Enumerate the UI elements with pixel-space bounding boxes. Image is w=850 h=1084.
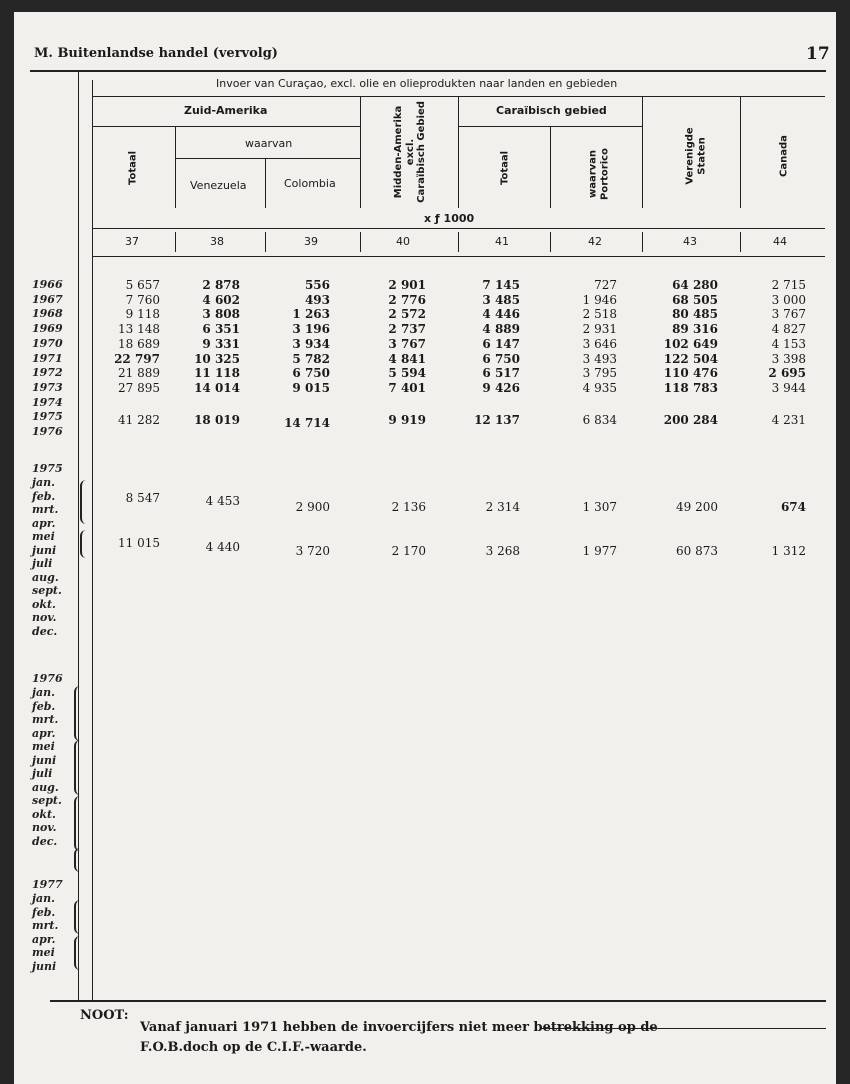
table-cell: 4 889 [482, 322, 520, 337]
bottom-rule [50, 1000, 826, 1002]
table-cell: 5 594 [388, 366, 426, 381]
table-cell: 9 919 [388, 413, 426, 427]
table-cell: 2 715 [771, 278, 806, 292]
table-cell: 18 689 [118, 336, 160, 351]
table-cell: 4 827 [771, 322, 806, 337]
row-label: 1970 [32, 336, 63, 350]
table-cell: 6 750 [482, 351, 520, 366]
table-cell: 556 [304, 278, 330, 292]
table-cell: 4 453 [205, 494, 240, 508]
col-colombia: Colombia [284, 177, 336, 190]
table-cell: 102 649 [663, 336, 718, 351]
table-cell: 2 518 [582, 307, 617, 322]
note-label: NOOT: [80, 1008, 129, 1023]
col-canada: Canada [778, 135, 790, 177]
table-cell: 9 426 [482, 380, 520, 395]
group-caraibisch: Caraïbisch gebied [496, 104, 607, 117]
table-cell: 4 935 [582, 380, 617, 395]
table-cell: 64 280 [672, 278, 718, 292]
row-label-border [92, 80, 93, 1000]
table-cell: 200 284 [663, 413, 718, 427]
table-cell: 1 977 [582, 544, 617, 558]
brace-mark [74, 936, 80, 970]
table-cell: 6 351 [202, 322, 240, 337]
column-number: 43 [683, 235, 697, 248]
table-cell: 3 485 [482, 292, 520, 307]
table-cell: 1 307 [582, 500, 617, 514]
table-cell: 1 312 [771, 544, 806, 558]
section-title: M. Buitenlandse handel (vervolg) [34, 46, 278, 61]
row-label: 1968 [32, 307, 63, 321]
row-label: mei [32, 946, 55, 959]
table-cell: 5 782 [292, 351, 330, 366]
row-label: juni [32, 543, 57, 557]
col-totaal-caraibisch: Totaal [499, 150, 511, 186]
table-cell: 10 325 [194, 351, 240, 366]
col-portorico: waarvan Portorico [587, 148, 610, 200]
row-label: jan. [32, 686, 55, 699]
column-number: 40 [396, 235, 410, 248]
brace-mark [74, 900, 80, 934]
row-label: 1967 [32, 292, 63, 306]
row-label: juli [32, 557, 53, 570]
column-number: 37 [125, 235, 139, 248]
table-cell: 4 440 [205, 540, 240, 554]
row-label: okt. [32, 807, 56, 821]
table-cell: 493 [304, 292, 330, 307]
table-cell: 68 505 [672, 292, 718, 307]
row-label: nov. [32, 611, 57, 624]
brace-mark [74, 686, 80, 741]
table-cell: 2 170 [391, 544, 426, 558]
table-cell: 2 901 [388, 278, 426, 292]
table-cell: 3 646 [582, 336, 617, 351]
row-label: apr. [32, 516, 56, 530]
table-cell: 9 015 [292, 380, 330, 395]
table-title: Invoer van Curaçao, excl. olie en olieprodukten naar landen en gebieden [216, 77, 618, 90]
row-label: feb. [32, 699, 56, 713]
table-cell: 14 014 [194, 380, 240, 395]
table-cell: 18 019 [194, 413, 240, 427]
table-cell: 22 797 [114, 351, 160, 366]
brace-mark [74, 848, 80, 872]
table-cell: 118 783 [663, 380, 718, 395]
table-cell: 2 695 [768, 366, 806, 381]
table-cell: 7 760 [125, 292, 160, 307]
col-totaal: Totaal [127, 150, 139, 186]
row-label: jan. [32, 892, 55, 905]
table-cell: 60 873 [676, 544, 718, 558]
table-cell: 3 808 [202, 307, 240, 322]
table-cell: 4 841 [388, 351, 426, 366]
table-cell: 4 602 [202, 292, 240, 307]
table-cell: 3 493 [582, 351, 617, 366]
unit-label: x ƒ 1000 [424, 212, 475, 225]
table-cell: 2 931 [582, 322, 617, 337]
waarvan-label: waarvan [245, 137, 293, 150]
row-label: mrt. [32, 503, 59, 516]
row-label: mei [32, 740, 55, 753]
row-label: feb. [32, 905, 56, 919]
group-zuid-amerika: Zuid-Amerika [184, 104, 268, 117]
table-cell: 12 137 [474, 413, 520, 427]
table-cell: 11 118 [194, 366, 240, 381]
table-cell: 3 795 [582, 366, 617, 381]
row-label: mei [32, 530, 55, 543]
brace-mark [74, 796, 80, 851]
row-label: dec. [32, 834, 58, 848]
table-cell: 80 485 [672, 307, 718, 322]
table-cell: 41 282 [118, 413, 160, 427]
table-cell: 727 [594, 278, 617, 292]
top-rule [30, 70, 826, 72]
row-label: 1975 [32, 462, 63, 475]
row-label: sept. [32, 794, 62, 807]
row-label: dec. [32, 624, 58, 638]
row-label: apr. [32, 726, 56, 740]
table-cell: 2 737 [388, 322, 426, 337]
column-number: 41 [495, 235, 509, 248]
table-cell: 21 889 [118, 366, 160, 381]
table-cell: 3 767 [388, 336, 426, 351]
row-label: juli [32, 767, 53, 780]
col-venezuela: Venezuela [190, 179, 247, 192]
row-label: aug. [32, 780, 59, 794]
row-label: 1972 [32, 366, 63, 380]
table-cell: 2 776 [388, 292, 426, 307]
table-cell: 6 834 [582, 413, 617, 427]
page-number: 17 [806, 44, 830, 64]
row-label: aug. [32, 570, 59, 584]
table-cell: 5 657 [125, 278, 160, 292]
table-cell: 2 136 [391, 500, 426, 514]
note-line-1: Vanaf januari 1971 hebben de invoercijfers niet meer betrekking op de [140, 1020, 658, 1035]
column-number: 39 [304, 235, 318, 248]
row-label: 1975 [32, 410, 63, 424]
table-cell: 2 900 [295, 500, 330, 514]
brace-mark [80, 480, 86, 524]
table-cell: 122 504 [663, 351, 718, 366]
table-cell: 13 148 [118, 322, 160, 337]
table-cell: 2 572 [388, 307, 426, 322]
row-label: feb. [32, 489, 56, 503]
row-label: 1969 [32, 322, 63, 336]
table-cell: 3 934 [292, 336, 330, 351]
col-midden-amerika: Midden-Amerika excl. Caraïbisch Gebied [392, 101, 427, 203]
table-cell: 6 517 [482, 366, 520, 381]
col-verenigde-staten: Verenigde Staten [684, 127, 707, 185]
table-cell: 3 268 [485, 544, 520, 558]
table-cell: 9 118 [125, 307, 160, 322]
table-cell: 11 015 [118, 536, 160, 550]
brace-mark [74, 740, 80, 795]
table-cell: 7 401 [388, 380, 426, 395]
table-cell: 4 446 [482, 307, 520, 322]
table-cell: 2 878 [202, 278, 240, 292]
row-label: nov. [32, 821, 57, 834]
table-cell: 7 145 [482, 278, 520, 292]
table-cell: 14 714 [284, 416, 330, 430]
table-cell: 27 895 [118, 380, 160, 395]
table-cell: 3 767 [771, 307, 806, 322]
table-cell: 3 944 [771, 380, 806, 395]
table-cell: 3 000 [771, 292, 806, 307]
table-cell: 9 331 [202, 336, 240, 351]
column-number: 44 [773, 235, 787, 248]
row-label: sept. [32, 584, 62, 597]
row-label: okt. [32, 597, 56, 611]
table-cell: 3 398 [771, 351, 806, 366]
table-cell: 4 231 [771, 413, 806, 427]
table-cell: 1 263 [292, 307, 330, 322]
table-cell: 2 314 [485, 500, 520, 514]
table-cell: 110 476 [663, 366, 718, 381]
row-label: jan. [32, 476, 55, 489]
row-label: apr. [32, 932, 56, 946]
table-cell: 8 547 [125, 491, 160, 505]
column-number: 38 [210, 235, 224, 248]
row-label: 1974 [32, 395, 63, 409]
row-label: 1971 [32, 351, 63, 365]
row-label: 1976 [32, 425, 63, 438]
row-label: 1976 [32, 672, 63, 685]
row-label: juni [32, 753, 57, 767]
table-cell: 3 196 [292, 322, 330, 337]
row-label: 1977 [32, 878, 63, 891]
table-cell: 4 153 [771, 336, 806, 351]
table-cell: 49 200 [676, 500, 718, 514]
row-label: 1973 [32, 380, 63, 394]
note-line-2: F.O.B.doch op de C.I.F.-waarde. [140, 1040, 367, 1055]
row-label: 1966 [32, 278, 63, 291]
table-cell: 3 720 [295, 544, 330, 558]
table-cell: 89 316 [672, 322, 718, 337]
column-number: 42 [588, 235, 602, 248]
row-label: mrt. [32, 919, 59, 932]
table-cell: 1 946 [582, 292, 617, 307]
brace-mark [80, 530, 86, 558]
table-cell: 674 [780, 500, 806, 514]
table-cell: 6 147 [482, 336, 520, 351]
row-label: juni [32, 959, 57, 973]
row-label: mrt. [32, 713, 59, 726]
table-cell: 6 750 [292, 366, 330, 381]
